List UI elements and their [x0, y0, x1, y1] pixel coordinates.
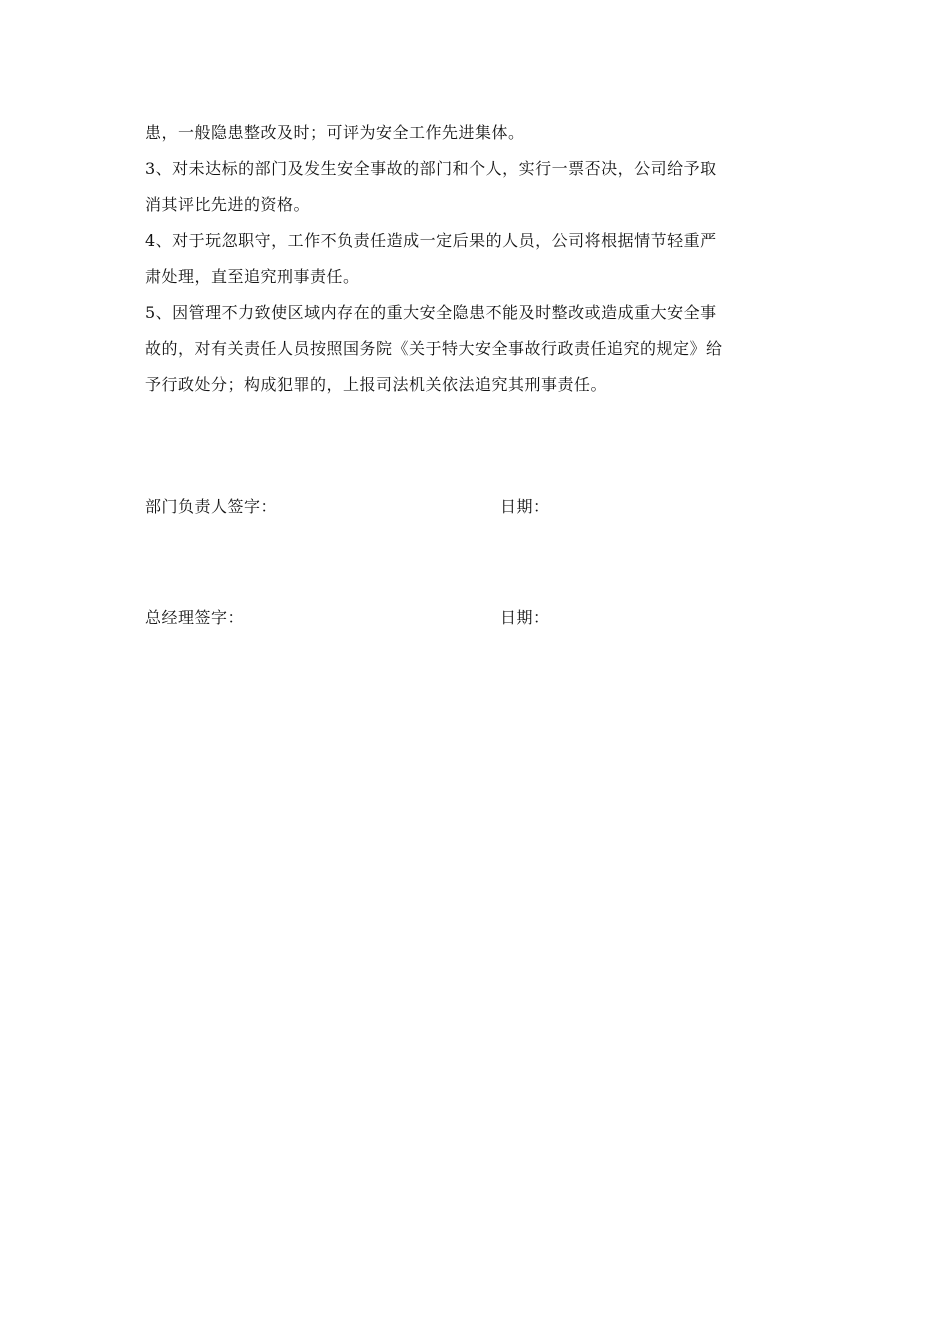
- signature-row-department-head: [145, 492, 810, 522]
- department-head-signature-label: 部门负责人签字：: [145, 497, 278, 516]
- paragraph-item-5: 5、因管理不力致使区域内存在的重大安全隐患不能及时整改或造成重大安全事 故的，对有关责任人员按照国务院《关于特大安全事故行政责任追究的规定》给 予行政处分；构成犯罪的，上报司法机关依法追究其刑事责任。: [145, 303, 723, 394]
- document-body: [145, 115, 810, 403]
- general-manager-date-label: 日期：: [500, 608, 550, 627]
- department-head-date-label: 日期：: [500, 497, 550, 516]
- signature-row-general-manager: [145, 603, 810, 633]
- general-manager-signature-label: 总经理签字：: [145, 608, 245, 627]
- paragraph-item-4: 4、对于玩忽职守，工作不负责任造成一定后果的人员，公司将根据情节轻重严 肃处理，直至追究刑事责任。: [145, 231, 717, 286]
- paragraph-continuation: 患，一般隐患整改及时；可评为安全工作先进集体。: [145, 123, 525, 142]
- paragraph-item-3: 3、对未达标的部门及发生安全事故的部门和个人，实行一票否决，公司给予取 消其评比先进的资格。: [145, 159, 717, 214]
